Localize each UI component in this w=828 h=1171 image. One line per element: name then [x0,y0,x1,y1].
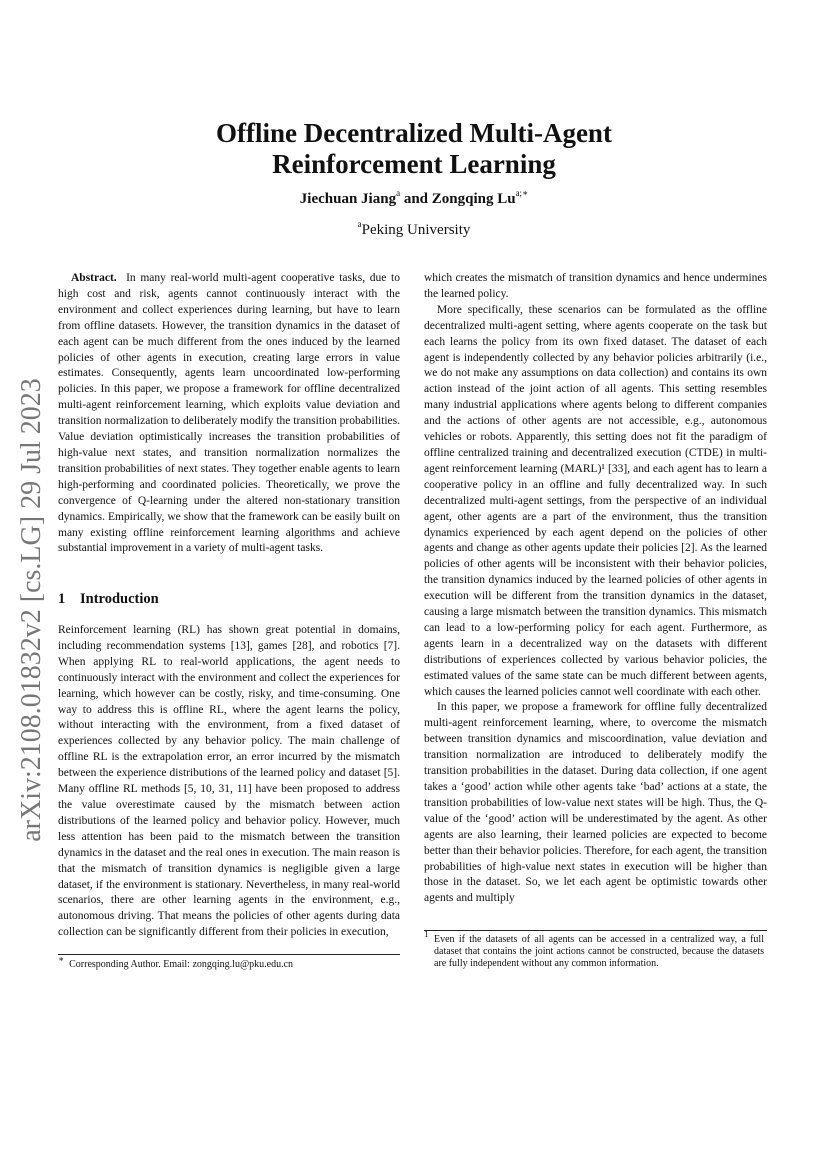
footnote-mark: ∗ [58,953,65,964]
footnote-1 [424,928,767,971]
title-line-2: Reinforcement Learning [272,149,556,179]
abstract-text: In many real-world multi-agent cooperative tasks, due to high cost and risk, agents cannot continuously interact with the environment and collect experiences during learning, but have to learn from offline datasets. However, the transition dynamics in the dataset of each agent can be much different from the ones induced by the learned policies of other agents in execution, creating large errors in value estimates. Consequently, agents learn uncoordinated low-performing policies. In this paper, we propose a framework for offline decentralized multi-agent reinforcement learning, which exploits value deviation and transition normalization to deliberately modify the transition probabilities. Value deviation optimistically increases the transition probabilities of high-value next states, and transition normalization normalizes the transition probabilities of next states. They together enable agents to learn high-performing and coordinated policies. Theoretically, we prove the convergence of Q-learning under the altered non-stationary transition dynamics. Empirically, we show that the framework can be easily built on many existing offline reinforcement learning algorithms and achieve substantial improvement in a variety of multi-agent tasks. [58,272,400,555]
abstract-block [58,271,400,557]
section-heading [58,590,400,608]
paper-title [0,118,828,180]
body-paragraph: More specifically, these scenarios can be formulated as the offline decentralized multi-agent setting, where agents cooperate on the task but each learns the policy from its own fixed dataset. The dataset of each agent is independently collected by any behavior policies arbitrarily (i.e., we do not make any assumptions on data collection) and contains its own action instead of the joint action of all agents. This setting resembles many industrial applications where agents belong to different companies and the actions of other agents are not accessible, e.g., autonomous vehicles or robots. Apparently, this setting does not fit the paradigm of offline centralized training and decentralized execution (CTDE) in multi-agent reinforcement learning (MARL)¹ [33], and each agent has to learn a cooperative policy in an offline and fully decentralized way. In such decentralized multi-agent settings, from the perspective of an individual agent, other agents are a part of the environment, thus the transition dynamics experienced by each agent depend on the policies of other agents and change as other agents update their policies [2]. As the learned policies of other agents will be inconsistent with their behavior policies, the transition dynamics induced by the learned policies of other agents in execution will be different from the transition dynamics in the dataset, causing a large mismatch between the transition dynamics. This mismatch can lead to a low-performing policy for each agent. Furthermore, as agents learn in a decentralized way on the datasets with different distributions of experiences collected by various behavior policies, the estimated values of the same state can be much different between agents, which causes the learned policies cannot well coordinate with each other. [424,303,767,698]
footnote-mark: 1 [424,928,429,939]
author-list [0,190,828,208]
affiliation [0,221,828,239]
footnote-text: Even if the datasets of all agents can be accessed in a centralized way, a full dataset that contains the joint actions cannot be constructed, because the datasets are fully independent without any common information. [434,934,764,970]
footnote-text: Corresponding Author. Email: zongqing.lu@pku.edu.cn [69,959,294,970]
right-column [424,271,767,907]
author-affil-mark: a [396,188,401,198]
author-name: Zongqing Lu [431,191,516,207]
intro-paragraph: Reinforcement learning (RL) has shown great potential in domains, including recommendation systems [13], games [28], and robotics [7]. When applying RL to real-world applications, the agent needs to continuously interact with the environment and collect the experiences for learning, which however can be costly, risky, and time-consuming. One way to address this is offline RL, where the agent learns the policy, without interacting with the environment, from a fixed dataset of experiences collected by any behavior policy. The main challenge of offline RL is the extrapolation error, an error incurred by the mismatch between the experience distributions of the learned policy and dataset [5]. Many offline RL methods [5, 10, 31, 11] have been proposed to address the value overestimate caused by the mismatch between action distributions of the learned policy and behavior policy. However, much less attention has been paid to the mismatch between the transition dynamics in the dataset and the real ones in execution. The main reason is that the mismatch of transition dynamics is negligible given a large dataset, if the environment is stationary. Nevertheless, in many real-world scenarios, there are other learning agents in the environment, e.g., autonomous driving. That means the policies of other agents during data collection can be significantly different from their policies in execution, [58,624,400,939]
footnote-corresponding [58,953,400,971]
author-conjunction: and [400,191,432,207]
body-paragraph: which creates the mismatch of transition dynamics and hence undermines the learned policy. [424,272,767,300]
section-number: 1 [58,591,66,607]
title-line-1: Offline Decentralized Multi-Agent [216,118,612,148]
affiliation-name: Peking University [361,222,471,238]
body-paragraph: In this paper, we propose a framework for offline fully decentralized multi-agent reinforcement learning, where, to overcome the mismatch between transition dynamics and miscoordination, value deviation and transition normalization are introduced to deliberately modify the transition probabilities in the dataset. During data collection, if one agent takes a ‘good’ action while other agents take ‘bad’ actions at a state, the transition probabilities of low-value next states will be high. Thus, the Q-value of the ‘good’ action will be underestimated by the agent. As other agents are also learning, their learned policies are expected to become better than their behavior policies. Therefore, for each agent, the transition probabilities of high-value next states in execution will be higher than those in the dataset. So, we let each agent be optimistic towards other agents and multiply [424,701,767,905]
author-affil-mark: a;∗ [515,188,529,198]
arxiv-stamp [8,375,56,845]
abstract-label: Abstract. [71,272,117,284]
author-name: Jiechuan Jiang [299,191,397,207]
footnote-rule [424,930,767,931]
arxiv-id: arXiv:2108.01832v2 [cs.LG] 29 Jul 2023 [16,378,47,842]
section-title: Introduction [80,591,159,607]
affiliation-mark: a [357,219,362,229]
intro-left-column [58,623,400,941]
footnote-rule [58,954,400,955]
